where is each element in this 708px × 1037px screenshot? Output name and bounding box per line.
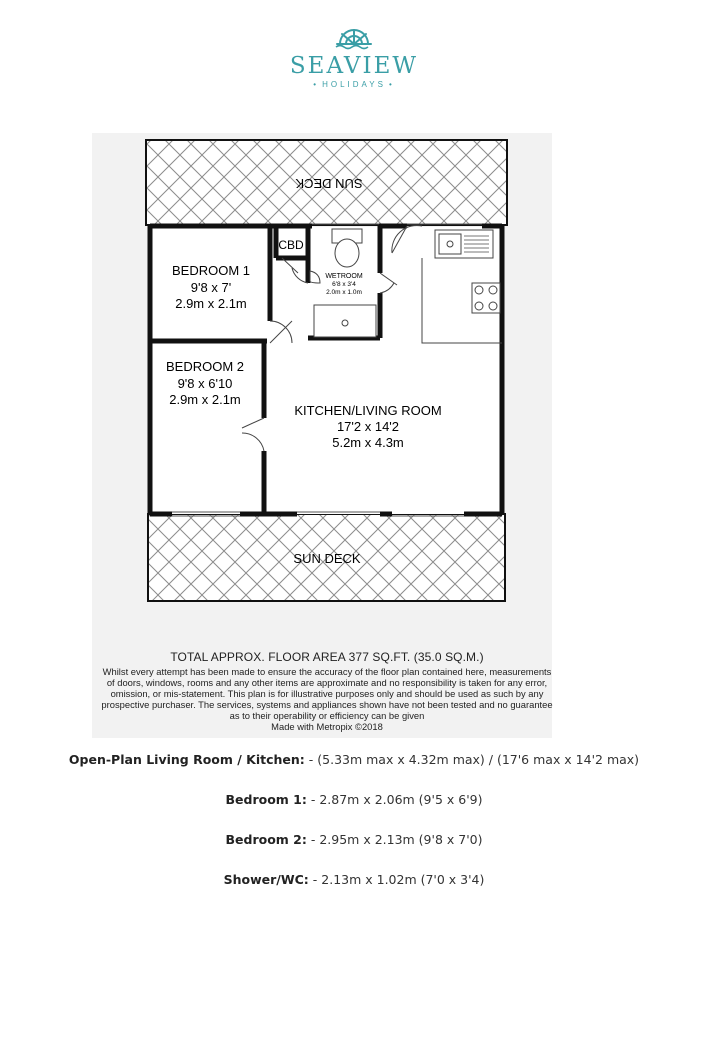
wetroom-imperial: 6'8 x 3'4 [332,281,356,288]
dimension-row [0,870,708,910]
total-floor-area: TOTAL APPROX. FLOOR AREA 377 SQ.FT. (35.0 SQ.M.) [170,650,484,664]
sun-deck-bottom-label: SUN DECK [293,551,361,566]
disclaimer-line: as to their operability or efficiency can be given [229,710,425,721]
dimension-label: Shower/WC: [223,872,309,887]
disclaimer-line: omission, or mis-statement. This plan is for illustrative purposes only and should be used as such by any [110,688,544,699]
dimension-label: Open-Plan Living Room / Kitchen: [68,752,305,767]
dimension-value: - 2.13m x 1.02m (7'0 x 3'4) [308,872,485,887]
kitchen-metric: 5.2m x 4.3m [332,435,404,450]
dimension-row [0,830,708,870]
bedroom2-imperial: 9'8 x 6'10 [177,376,233,391]
wetroom-metric: 2.0m x 1.0m [326,289,362,296]
dimension-label: Bedroom 2: [225,832,307,847]
dimension-row [0,790,708,830]
dimension-row [0,750,708,790]
disclaimer-line: prospective purchaser. The services, systems and appliances shown have not been tested and no guarantee [101,699,553,710]
disclaimer-line: Made with Metropix ©2018 [271,721,383,732]
logo [254,28,454,102]
brand-subtitle: • HOLIDAYS • [313,80,395,89]
room-dimensions [0,750,708,910]
ship-wheel-icon [334,28,374,50]
sun-deck-top-label: SUN DECK [295,176,363,191]
wetroom-name: WETROOM [325,273,363,280]
dimension-value: - 2.87m x 2.06m (9'5 x 6'9) [306,792,483,807]
kitchen-name: KITCHEN/LIVING ROOM [294,403,442,418]
bedroom1-metric: 2.9m x 2.1m [175,296,247,311]
dimension-value: - 2.95m x 2.13m (9'8 x 7'0) [306,832,483,847]
floor-plan [92,133,552,738]
disclaimer [92,666,562,732]
disclaimer-line: Whilst every attempt has been made to ensure the accuracy of the floor plan contained here, measurements [102,666,552,677]
bedroom2-metric: 2.9m x 2.1m [169,392,241,407]
bedroom1-name: BEDROOM 1 [171,263,251,278]
kitchen-imperial: 17'2 x 14'2 [336,419,400,434]
disclaimer-line: of doors, windows, rooms and any other items are approximate and no responsibility is taken for any error, [106,677,548,688]
brand-name: SEAVIEW [289,53,419,79]
bedroom1-imperial: 9'8 x 7' [190,280,232,295]
dimension-value: - (5.33m max x 4.32m max) / (17'6 max x 14'2 max) [304,752,640,767]
plan-notes [92,650,562,732]
dimension-label: Bedroom 1: [225,792,307,807]
bedroom2-name: BEDROOM 2 [165,359,245,374]
cbd-label: CBD [278,238,304,252]
